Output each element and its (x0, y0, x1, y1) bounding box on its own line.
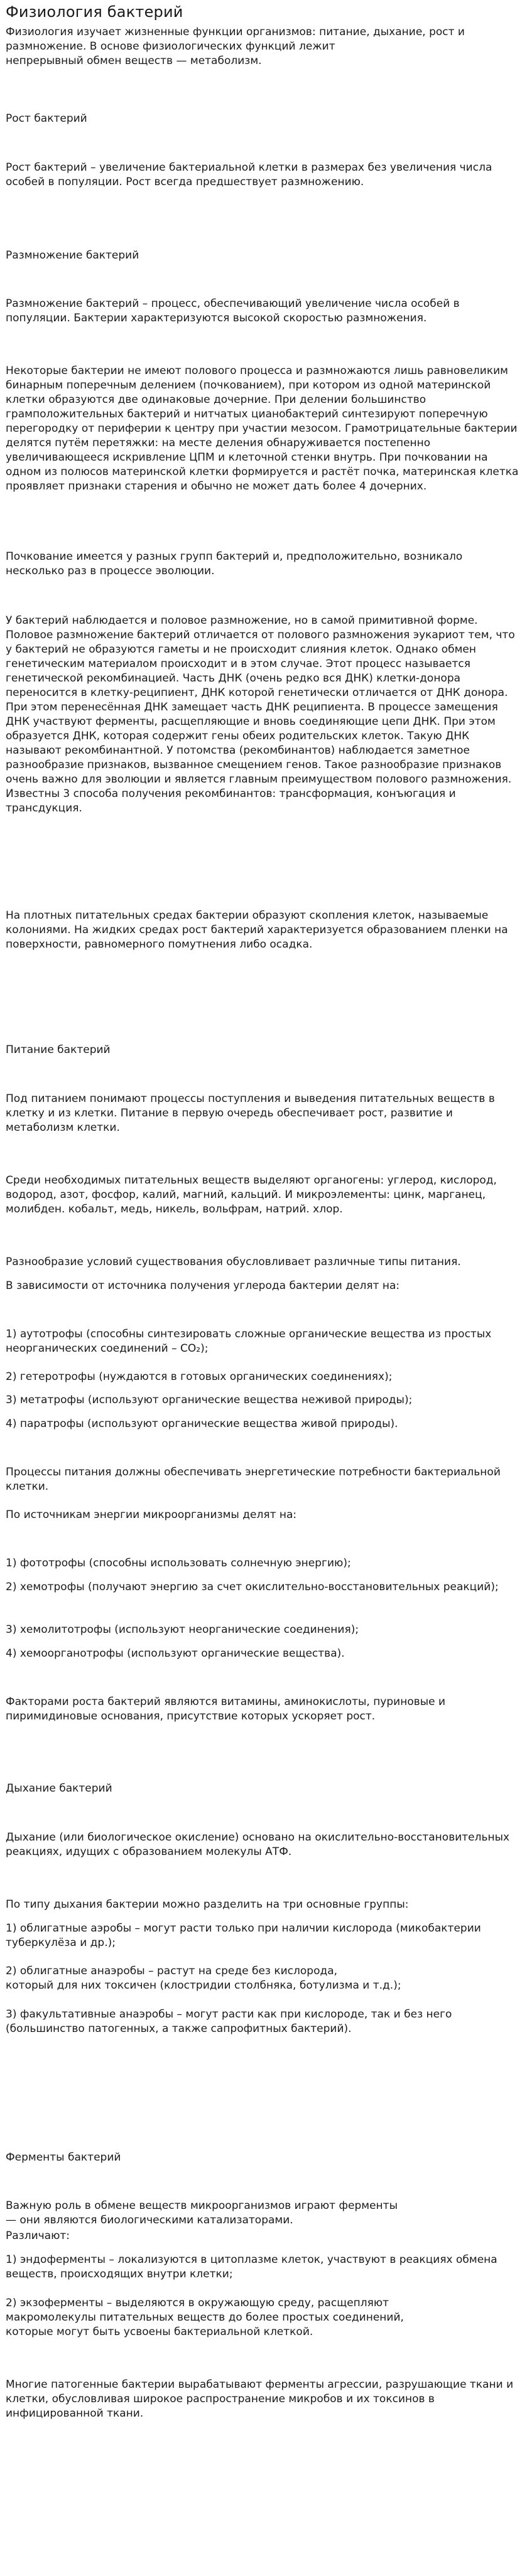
nutrition-heading: Питание бактерий (6, 1044, 111, 1056)
reproduction-definition: Размножение бактерий – процесс, обеспечивающий увеличение числа особей в популяции. Бактерии характеризуются высокой скоростью размножения. (6, 297, 460, 324)
list-item: 1) аутотрофы (способны синтезировать сложные органические вещества из простых неорганических соединений – CO₂); (6, 1328, 492, 1355)
carbon-source-intro: В зависимости от источника получения углерода бактерии делят на: (6, 1280, 400, 1292)
list-item: 1) фототрофы (способны использовать солнечную энергию); (6, 1557, 351, 1569)
respiration-definition: Дыхание (или биологическое окисление) основано на окислительно-восстановительных реакциях, идущих с образованием молекулы АТФ. (6, 1831, 510, 1858)
energy-needs-paragraph: Процессы питания должны обеспечивать энергетические потребности бактериальной клетки. (6, 1466, 501, 1493)
growth-paragraph: Рост бактерий – увеличение бактериальной клетки в размерах без увеличения числа особей в популяции. Рост всегда предшествует размножению. (6, 161, 492, 188)
sexual-reproduction-paragraph: У бактерий наблюдается и половое размножение, но в самой примитивной форме. Половое размножение бактерий отличается от полового размножения эукариот тем, что у бактерий не образуются гаметы и не происходит слияния клеток. Однако обмен генетическим материалом происходит и в этом случае. Этот процесс называется генетической рекомбинацией. Часть ДНК (очень редко вся ДНК) клетки-донора переносится в клетку-реципиент, ДНК которой генетически отличается от ДНК донора. При этом перенесённая ДНК замещает часть ДНК реципиента. В процессе замещения ДНК участвуют ферменты, расщепляющие и вновь соединяющие цепи ДНК. При этом образуется ДНК, которая содержит гены обеих родительских клеток. Такую ДНК называют рекомбинантной. У потомства (рекомбинантов) наблюдается заметное разнообразие признаков, вызванное смещением генов. Такое разнообразие признаков очень важно для эволюции и является главным преимуществом полового размножения. Известны 3 способа получения рекомбинантов: трансформация, конъюгация и трансдукция. (6, 614, 515, 815)
budding-paragraph: Почкование имеется у разных групп бактерий и, предположительно, возникало несколько раз в процессе эволюции. (6, 550, 463, 577)
list-item: 3) факультативные анаэробы – могут расти как при кислороде, так и без него (большинство патогенных, а также сапрофитных бактерий). (6, 2008, 452, 2035)
nutrition-types-intro: Разнообразие условий существования обусловливает различные типы питания. (6, 1256, 461, 1268)
enzymes-distinguish-label: Различают: (6, 2230, 70, 2242)
nutrition-definition: Под питанием понимают процессы поступления и выведения питательных веществ в клетку и из клетки. Питание в первую очередь обеспечивает рост, развитие и метаболизм клетки. (6, 1093, 495, 1134)
list-item: 2) хемотрофы (получают энергию за счет окислительно-восстановительных реакций); (6, 1581, 499, 1593)
list-item: 2) экзоферменты – выделяются в окружающую среду, расщепляют макромолекулы питательных веществ до более простых соединений, которые могут быть усвоены бактериальной клеткой. (6, 2297, 404, 2338)
list-item: 2) облигатные анаэробы – растут на среде без кислорода, который для них токсичен (клостридии столбняка, ботулизма и т.д.); (6, 1965, 401, 1992)
enzymes-definition: Важную роль в обмене веществ микроорганизмов играют ферменты — они являются биологическими катализаторами. (6, 2199, 398, 2226)
energy-sources-intro: По источникам энергии микроорганизмы делят на: (6, 1509, 297, 1521)
list-item: 4) паратрофы (используют органические вещества живой природы). (6, 1418, 398, 1430)
binary-fission-paragraph: Некоторые бактерии не имеют полового процесса и размножаются лишь равновеликим бинарным поперечным делением (почкованием), при котором из одной материнской клетки образуются две одинаковые дочерние. При делении большинство грамположительных бактерий и нитчатых цианобактерий синтезируют поперечную перегородку от периферии к центру при участии мезосом. Грамотрицательные бактерии делятся путём перетяжки: на месте деления обнаруживается постепенно увеличивающееся искривление ЦПМ и клеточной стенки внутрь. При почковании на одном из полюсов материнской клетки формируется и растёт почка, материнская клетка проявляет признаки старения и обычно не может дать более 4 дочерних. (6, 365, 519, 493)
respiration-groups-intro: По типу дыхания бактерии можно разделить на три основные группы: (6, 1898, 409, 1911)
reproduction-heading: Размножение бактерий (6, 249, 139, 262)
list-item: 3) метатрофы (используют органические вещества неживой природы); (6, 1394, 413, 1406)
list-item: 1) облигатные аэробы – могут расти только при наличии кислорода (микобактерии туберкулёза и др.); (6, 1922, 481, 1949)
document-title: Физиология бактерий (6, 3, 183, 21)
intro-paragraph: Физиология изучает жизненные функции организмов: питание, дыхание, рост и размножение. В основе физиологических функций лежит непрерывный обмен веществ — метаболизм. (6, 26, 465, 67)
list-item: 3) хемолитотрофы (используют неорганические соединения); (6, 1623, 359, 1636)
pathogenic-enzymes-paragraph: Многие патогенные бактерии вырабатывают ферменты агрессии, разрушающие ткани и клетки, обусловливая широкое распространение микробов и их токсинов в инфицированной ткани. (6, 2378, 514, 2420)
colonies-paragraph: На плотных питательных средах бактерии образуют скопления клеток, называемые колониями. На жидких средах рост бактерий характеризуется образованием пленки на поверхности, равномерного помутнения либо осадка. (6, 909, 508, 951)
list-item: 1) эндоферменты – локализуются в цитоплазме клеток, участвуют в реакциях обмена веществ, происходящих внутри клетки; (6, 2253, 497, 2280)
enzymes-heading: Ферменты бактерий (6, 2151, 121, 2164)
list-item: 2) гетеротрофы (нуждаются в готовых органических соединениях); (6, 1371, 393, 1383)
list-item: 4) хемоорганотрофы (используют органические вещества). (6, 1647, 345, 1660)
respiration-heading: Дыхание бактерий (6, 1782, 112, 1795)
growth-factors-paragraph: Факторами роста бактерий являются витамины, аминокислоты, пуриновые и пиримидиновые основания, присутствие которых ускоряет рост. (6, 1696, 446, 1723)
growth-heading: Рост бактерий (6, 112, 87, 125)
nutrients-paragraph: Среди необходимых питательных веществ выделяют органогены: углерод, кислород, водород, азот, фосфор, калий, магний, кальций. И микроэлементы: цинк, марганец, молибден. кобальт, медь, никель, вольфрам, натрий. хлор. (6, 1174, 497, 1216)
